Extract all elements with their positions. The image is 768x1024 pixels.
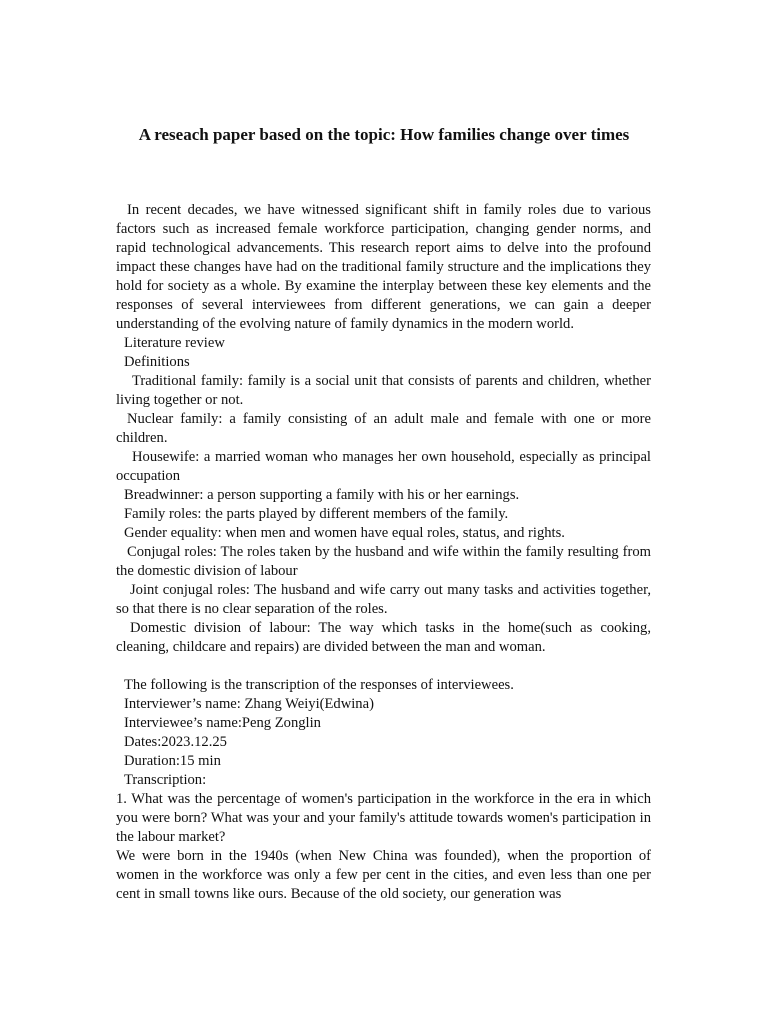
interview-duration: Duration:15 min <box>124 753 221 769</box>
literature-review-heading: Literature review <box>124 335 225 351</box>
definition-breadwinner: Breadwinner: a person supporting a family with his or her earnings. <box>124 487 520 503</box>
question-1: 1. What was the percentage of women's participation in the workforce in the era in which you were born? What was your and your family's attitude towards women's participation in the labour market? <box>116 791 651 845</box>
intro-paragraph: In recent decades, we have witnessed significant shift in family roles due to various factors such as increased female workforce participation, changing gender norms, and rapid technological advancements. This research report aims to delve into the profound impact these changes have had on the traditional family structure and the implications they hold for society as a whole. By examine the interplay between these key elements and the responses of several interviewees from different generations, we can gain a deeper understanding of the evolving nature of family dynamics in the modern world. <box>116 202 651 332</box>
definition-traditional-family: Traditional family: family is a social unit that consists of parents and children, whether living together or not. <box>116 373 651 408</box>
transcription-label: Transcription: <box>124 772 207 788</box>
page-title: A reseach paper based on the topic: How families change over times <box>138 125 630 144</box>
interviewer-name: Interviewer’s name: Zhang Weiyi(Edwina) <box>124 696 374 712</box>
interviewee-name: Interviewee’s name:Peng Zonglin <box>124 715 321 731</box>
blank-line <box>116 657 651 676</box>
definition-housewife: Housewife: a married woman who manages her own household, especially as principal occupation <box>116 449 651 484</box>
interview-dates: Dates:2023.12.25 <box>124 734 227 750</box>
definition-family-roles: Family roles: the parts played by different members of the family. <box>124 506 509 522</box>
answer-1: We were born in the 1940s (when New China was founded), when the proportion of women in the workforce was only a few per cent in the cities, and even less than one per cent in small towns like ours. Because of the old society, our generation was <box>116 848 651 902</box>
definition-joint-conjugal-roles: Joint conjugal roles: The husband and wife carry out many tasks and activities together, so that there is no clear separation of the roles. <box>116 582 651 617</box>
definitions-heading: Definitions <box>124 354 190 370</box>
definition-nuclear-family: Nuclear family: a family consisting of an adult male and female with one or more children. <box>116 411 651 446</box>
document-body <box>116 201 651 904</box>
transcription-intro: The following is the transcription of the responses of interviewees. <box>124 677 514 693</box>
definition-gender-equality: Gender equality: when men and women have equal roles, status, and rights. <box>124 525 565 541</box>
definition-domestic-division: Domestic division of labour: The way which tasks in the home(such as cooking, cleaning, childcare and repairs) are divided between the man and woman. <box>116 620 651 655</box>
definition-conjugal-roles: Conjugal roles: The roles taken by the husband and wife within the family resulting from the domestic division of labour <box>116 544 651 579</box>
